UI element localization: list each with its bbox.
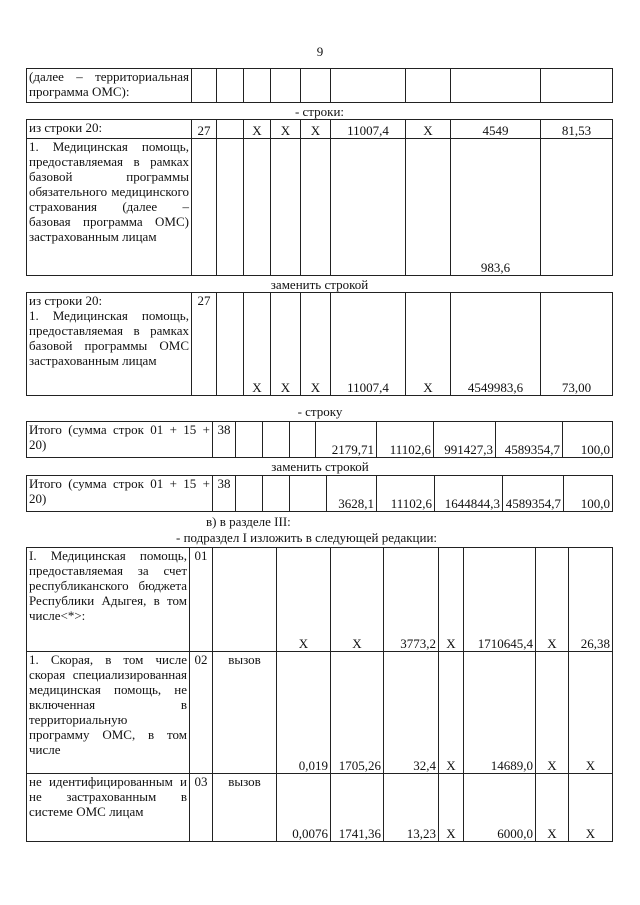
table-row xyxy=(27,120,613,139)
row-name xyxy=(27,293,192,396)
cell: 0,019 xyxy=(277,652,331,774)
cell: X xyxy=(331,548,384,652)
row-number: 27 xyxy=(192,293,217,396)
table-row xyxy=(27,774,613,842)
cell: 11102,6 xyxy=(377,422,434,458)
row-name-line1: из строки 20: xyxy=(29,293,103,308)
cell: 6000,0 xyxy=(464,774,536,842)
caption: - строки: xyxy=(294,103,345,119)
cell: 4549983,6 xyxy=(451,293,541,396)
cell: 4589354,7 xyxy=(496,422,563,458)
row-number: 02 xyxy=(190,652,213,774)
cell: 100,0 xyxy=(564,476,613,512)
cell: X xyxy=(439,548,464,652)
table-row xyxy=(27,422,613,458)
unit xyxy=(213,548,277,652)
cell: 2179,71 xyxy=(316,422,377,458)
row-name: не идентифицированным и не застрахованным в системе ОМС лицам xyxy=(27,774,190,842)
cell: X xyxy=(536,548,569,652)
cell: 13,23 xyxy=(384,774,439,842)
cell: 1710645,4 xyxy=(464,548,536,652)
table-row xyxy=(27,139,613,276)
row-number: 38 xyxy=(213,422,236,458)
caption: заменить строкой xyxy=(271,459,369,474)
section-caption: - подраздел I изложить в следующей редакции: xyxy=(176,530,438,545)
table-row xyxy=(27,652,613,774)
table-4 xyxy=(26,547,613,842)
cell: X xyxy=(536,652,569,774)
row-number: 03 xyxy=(190,774,213,842)
cell: 73,00 xyxy=(541,293,613,396)
cell: 3773,2 xyxy=(384,548,439,652)
cell: X xyxy=(406,120,451,139)
cell: X xyxy=(406,293,451,396)
table-1 xyxy=(26,68,613,396)
section-caption: в) в разделе III: xyxy=(206,514,291,529)
table-row xyxy=(27,548,613,652)
cell: X xyxy=(244,293,271,396)
cell: 81,53 xyxy=(541,120,613,139)
cell: 11007,4 xyxy=(331,120,406,139)
cell: X xyxy=(569,774,613,842)
cell: 14689,0 xyxy=(464,652,536,774)
cell: X xyxy=(439,652,464,774)
cell: 4589354,7 xyxy=(503,476,564,512)
cell: 1741,36 xyxy=(331,774,384,842)
table-row xyxy=(27,293,613,396)
cell: X xyxy=(301,293,331,396)
table-3 xyxy=(26,475,613,512)
cell: 0,0076 xyxy=(277,774,331,842)
row-number: 38 xyxy=(213,476,236,512)
cell: X xyxy=(536,774,569,842)
caption-row xyxy=(27,276,613,293)
cell: X xyxy=(439,774,464,842)
cell: 11102,6 xyxy=(377,476,435,512)
cell: X xyxy=(244,120,271,139)
cell: 100,0 xyxy=(563,422,613,458)
row-name: 1. Медицинская помощь, предоставляемая в рамках базовой программы обязательного медицинского страхования (далее – базовая программа ОМС) застрахованным лицам xyxy=(27,139,192,276)
cell: 1644844,3 xyxy=(435,476,503,512)
row-name: 1. Скорая, в том числе скорая специализированная медицинская помощь, не включенная в территориальную программу ОМС, в том числе xyxy=(27,652,190,774)
row-name: из строки 20: xyxy=(27,120,192,139)
cell: X xyxy=(569,652,613,774)
cell: 3628,1 xyxy=(327,476,377,512)
caption: заменить строкой xyxy=(270,276,369,292)
cell: X xyxy=(277,548,331,652)
row-number: 27 xyxy=(192,120,217,139)
unit: вызов xyxy=(213,774,277,842)
cell: 32,4 xyxy=(384,652,439,774)
unit: вызов xyxy=(213,652,277,774)
table-row xyxy=(27,69,613,103)
caption-row xyxy=(27,103,613,120)
caption: - строку xyxy=(297,404,343,419)
cell: X xyxy=(271,120,301,139)
cell: X xyxy=(301,120,331,139)
cell: 991427,3 xyxy=(434,422,496,458)
cell: X xyxy=(271,293,301,396)
cell: 1705,26 xyxy=(331,652,384,774)
row-name: Итого (сумма строк 01 + 15 + 20) xyxy=(27,422,213,458)
cell: 26,38 xyxy=(569,548,613,652)
table-row xyxy=(27,476,613,512)
page-number: 9 xyxy=(316,44,324,59)
row-name: (далее – территориальная программа ОМС): xyxy=(27,69,192,103)
cell: 11007,4 xyxy=(331,293,406,396)
row-number: 01 xyxy=(190,548,213,652)
table-2 xyxy=(26,421,613,458)
row-name: Итого (сумма строк 01 + 15 + 20) xyxy=(27,476,213,512)
cell: 983,6 xyxy=(451,139,541,276)
row-name-rest: 1. Медицинская помощь, предоставляемая в рамках базовой программы ОМС застрахованным лицам xyxy=(29,308,189,368)
row-name: I. Медицинская помощь, предоставляемая за счет республиканского бюджета Республики Адыгея, в том числе<*>: xyxy=(27,548,190,652)
cell: 4549 xyxy=(451,120,541,139)
